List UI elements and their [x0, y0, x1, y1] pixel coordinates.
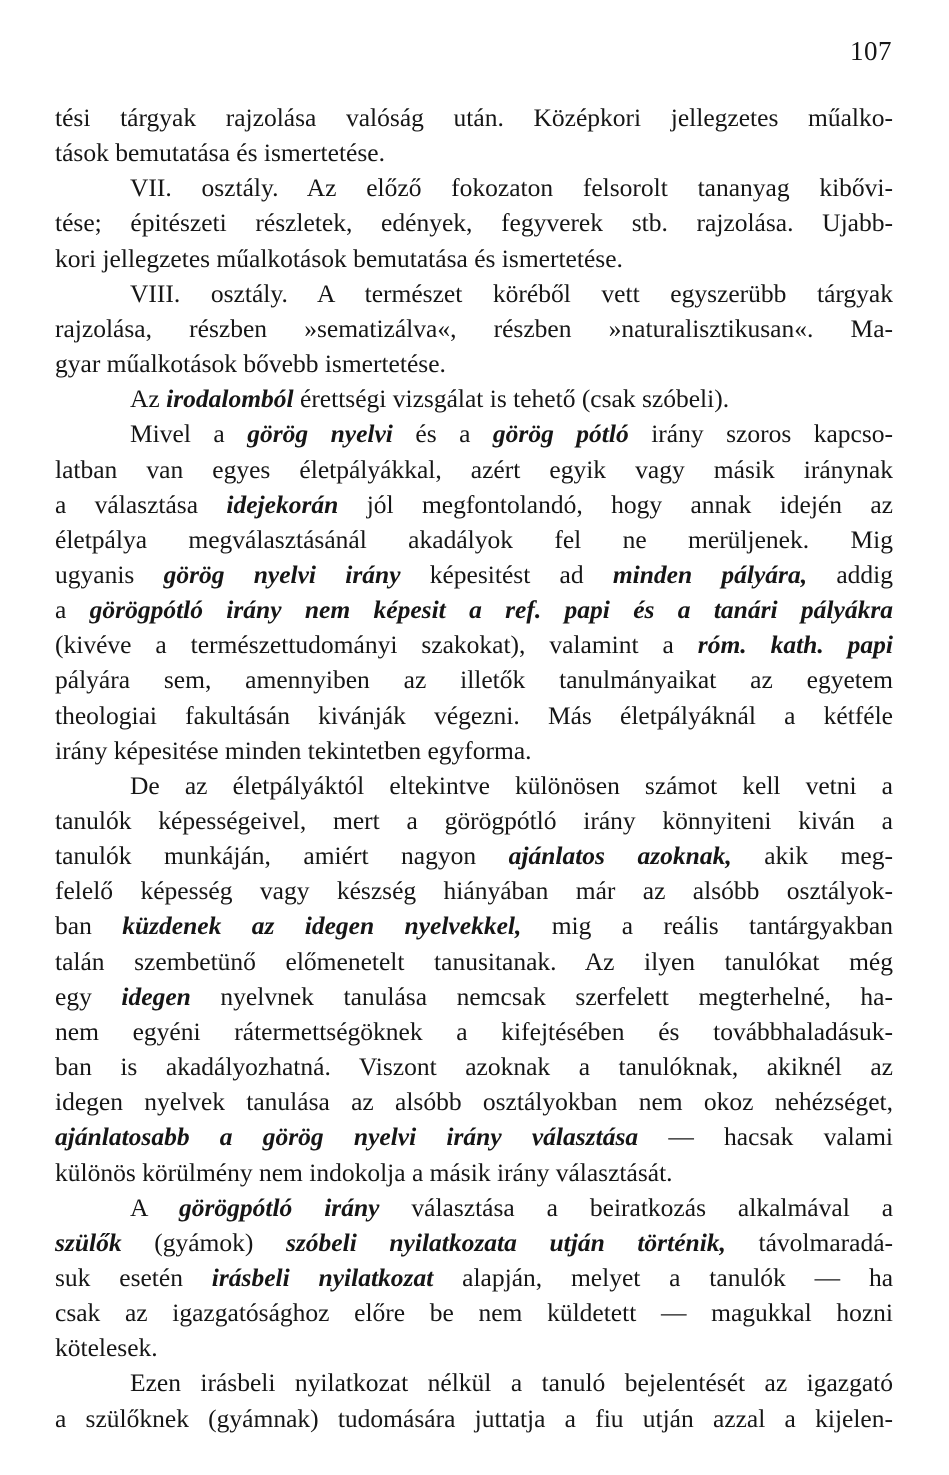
text-line: kori jellegzetes műalkotások bemutatása és ismertetése. [55, 244, 623, 273]
text-line: szülők (gyámok) szóbeli nyilatkozata utján történik, távolmaradá- [55, 1228, 894, 1257]
text-line: pályára sem, amennyiben az illetők tanulmányaikat az egyetem [55, 665, 893, 694]
text-line: tanulók munkáján, amiért nagyon ajánlatos azoknak, akik meg- [55, 841, 893, 870]
text-line: latban van egyes életpályákkal, azért egyik vagy másik iránynak [55, 455, 893, 484]
text-line: (kivéve a természettudományi szakokat), valamint a róm. kath. papi [55, 630, 893, 659]
text-line: rajzolása, részben »sematizálva«, részben »naturalisztikusan«. Ma- [55, 314, 893, 343]
text-line: egy idegen nyelvnek tanulása nemcsak szerfelett megterhelné, ha- [55, 982, 893, 1011]
text-line: Mivel a görög nyelvi és a görög pótló irány szoros kapcso- [130, 419, 894, 448]
text-line: idegen nyelvek tanulása az alsóbb osztályokban nem okoz nehézséget, [55, 1087, 893, 1116]
text-line: A görögpótló irány választása a beiratkozás alkalmával a [130, 1193, 894, 1222]
text-line: De az életpályáktól eltekintve különösen számot kell vetni a [130, 771, 893, 800]
text-line: theologiai fakultásán kivánják végezni. Más életpályáknál a kétféle [55, 701, 893, 730]
page-number: 107 [850, 36, 892, 66]
text-line: ugyanis görög nyelvi irány képesitést ad minden pályára, addig [55, 560, 893, 589]
text-line: Ezen irásbeli nyilatkozat nélkül a tanuló bejelentését az igazgató [130, 1368, 893, 1397]
text-line: ban küzdenek az idegen nyelvekkel, mig a reális tantárgyakban [55, 911, 893, 940]
text-line: különös körülmény nem indokolja a másik irány választását. [55, 1158, 673, 1187]
text-line: csak az igazgatósághoz előre be nem küldetett — magukkal hozni [55, 1298, 893, 1327]
text-line: a görögpótló irány nem képesit a ref. papi és a tanári pályákra [55, 595, 893, 624]
text-line: felelő képesség vagy készség hiányában már az alsóbb osztályok- [55, 876, 893, 905]
text-line: tások bemutatása és ismertetése. [55, 138, 385, 167]
text-line: ban is akadályozhatná. Viszont azoknak a tanulóknak, akiknél az [55, 1052, 893, 1081]
text-line: suk esetén irásbeli nyilatkozat alapján, melyet a tanulók — ha [55, 1263, 894, 1292]
text-line: a választása idejekorán jól megfontolandó, hogy annak idején az [55, 490, 893, 519]
text-line: életpálya megválasztásánál akadályok fel ne merüljenek. Mig [55, 525, 893, 554]
text-line: talán szembetünő előmenetelt tanusitanak. Az ilyen tanulókat még [55, 947, 893, 976]
text-line: Az irodalomból érettségi vizsgálat is tehető (csak szóbeli). [130, 384, 730, 413]
text-line: a szülőknek (gyámnak) tudomására juttatja a fiu utján azzal a kijelen- [55, 1404, 893, 1433]
text-line: tési tárgyak rajzolása valóság után. Középkori jellegzetes műalko- [55, 103, 893, 132]
text-line: nem egyéni rátermettségöknek a kifejtésében és továbbhaladásuk- [55, 1017, 893, 1046]
text-line: ajánlatosabb a görög nyelvi irány választása — hacsak valami [55, 1122, 893, 1151]
text-line: VIII. osztály. A természet köréből vett egyszerübb tárgyak [130, 279, 893, 308]
text-line: tanulók képességeivel, mert a görögpótló irány könnyiteni kiván a [55, 806, 893, 835]
text-line: gyar műalkotások bővebb ismertetése. [55, 349, 446, 378]
text-line: irány képesitése minden tekintetben egyforma. [55, 736, 532, 765]
text-line: VII. osztály. Az előző fokozaton felsorolt tananyag kibővi- [130, 173, 893, 202]
text-line: tése; épitészeti részletek, edények, fegyverek stb. rajzolása. Ujabb- [55, 208, 893, 237]
text-line: kötelesek. [55, 1333, 158, 1362]
